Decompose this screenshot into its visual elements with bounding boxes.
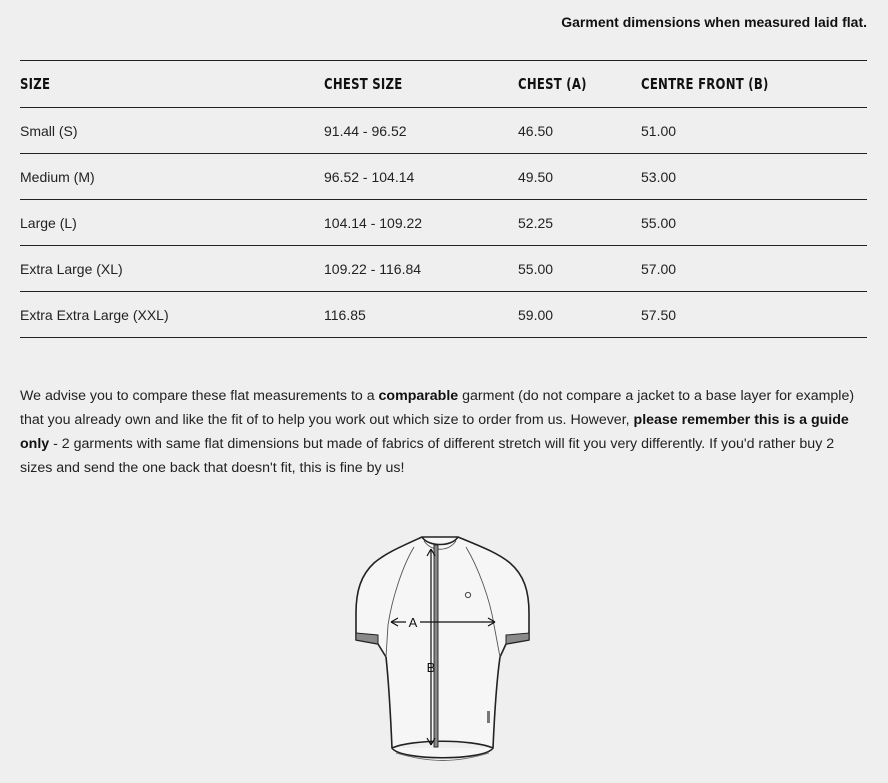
measurement-a-label: A [408, 615, 418, 630]
table-row [20, 200, 867, 246]
cell-centre-front-b: 55.00 [641, 200, 867, 246]
advice-text-3: - 2 garments with same flat dimensions but made of fabrics of different stretch will fit you very differently. If you'd rather buy 2 sizes and send the one back that doesn't fit, this is fine by us! [20, 436, 835, 476]
table-caption: Garment dimensions when measured laid flat. [561, 14, 867, 30]
sizing-advice-paragraph [20, 384, 868, 480]
jersey-outline [356, 537, 529, 748]
size-chart-table [20, 60, 867, 338]
header-centre-front-b: CENTRE FRONT (B) [641, 61, 817, 108]
zipper [434, 545, 438, 747]
cell-chest-size: 116.85 [324, 292, 518, 338]
cell-chest-a: 49.50 [518, 154, 641, 200]
cell-size: Extra Extra Large (XXL) [20, 292, 324, 338]
header-chest-size: CHEST SIZE [324, 61, 475, 108]
cell-size: Small (S) [20, 108, 324, 154]
table-header-row [20, 61, 867, 108]
cell-chest-a: 59.00 [518, 292, 641, 338]
cell-centre-front-b: 57.50 [641, 292, 867, 338]
side-tag [487, 711, 490, 723]
cell-chest-size: 91.44 - 96.52 [324, 108, 518, 154]
right-sleeve-cuff [506, 633, 529, 644]
cell-chest-size: 96.52 - 104.14 [324, 154, 518, 200]
advice-text-1: We advise you to compare these flat measurements to a [20, 388, 379, 404]
advice-bold-2: please remember this is a guide only [20, 412, 849, 452]
left-sleeve-cuff [356, 633, 378, 644]
cell-size: Medium (M) [20, 154, 324, 200]
header-chest-a: CHEST (A) [518, 61, 614, 108]
advice-text-2: garment (do not compare a jacket to a base layer for example) that you already own and like the fit of to help you work out which size to order from us. However, [20, 388, 855, 428]
cell-chest-a: 55.00 [518, 246, 641, 292]
measurement-b-label: B [426, 660, 436, 675]
cell-chest-a: 52.25 [518, 200, 641, 246]
advice-bold-1: comparable [378, 388, 459, 404]
table-row [20, 246, 867, 292]
cell-centre-front-b: 53.00 [641, 154, 867, 200]
header-size: SIZE [20, 61, 257, 108]
cell-centre-front-b: 51.00 [641, 108, 867, 154]
cell-size: Large (L) [20, 200, 324, 246]
jersey-measurement-diagram [340, 525, 540, 775]
table-row [20, 108, 867, 154]
cell-size: Extra Large (XL) [20, 246, 324, 292]
table-row [20, 292, 867, 338]
cell-centre-front-b: 57.00 [641, 246, 867, 292]
cell-chest-a: 46.50 [518, 108, 641, 154]
cell-chest-size: 109.22 - 116.84 [324, 246, 518, 292]
table-row [20, 154, 867, 200]
cell-chest-size: 104.14 - 109.22 [324, 200, 518, 246]
